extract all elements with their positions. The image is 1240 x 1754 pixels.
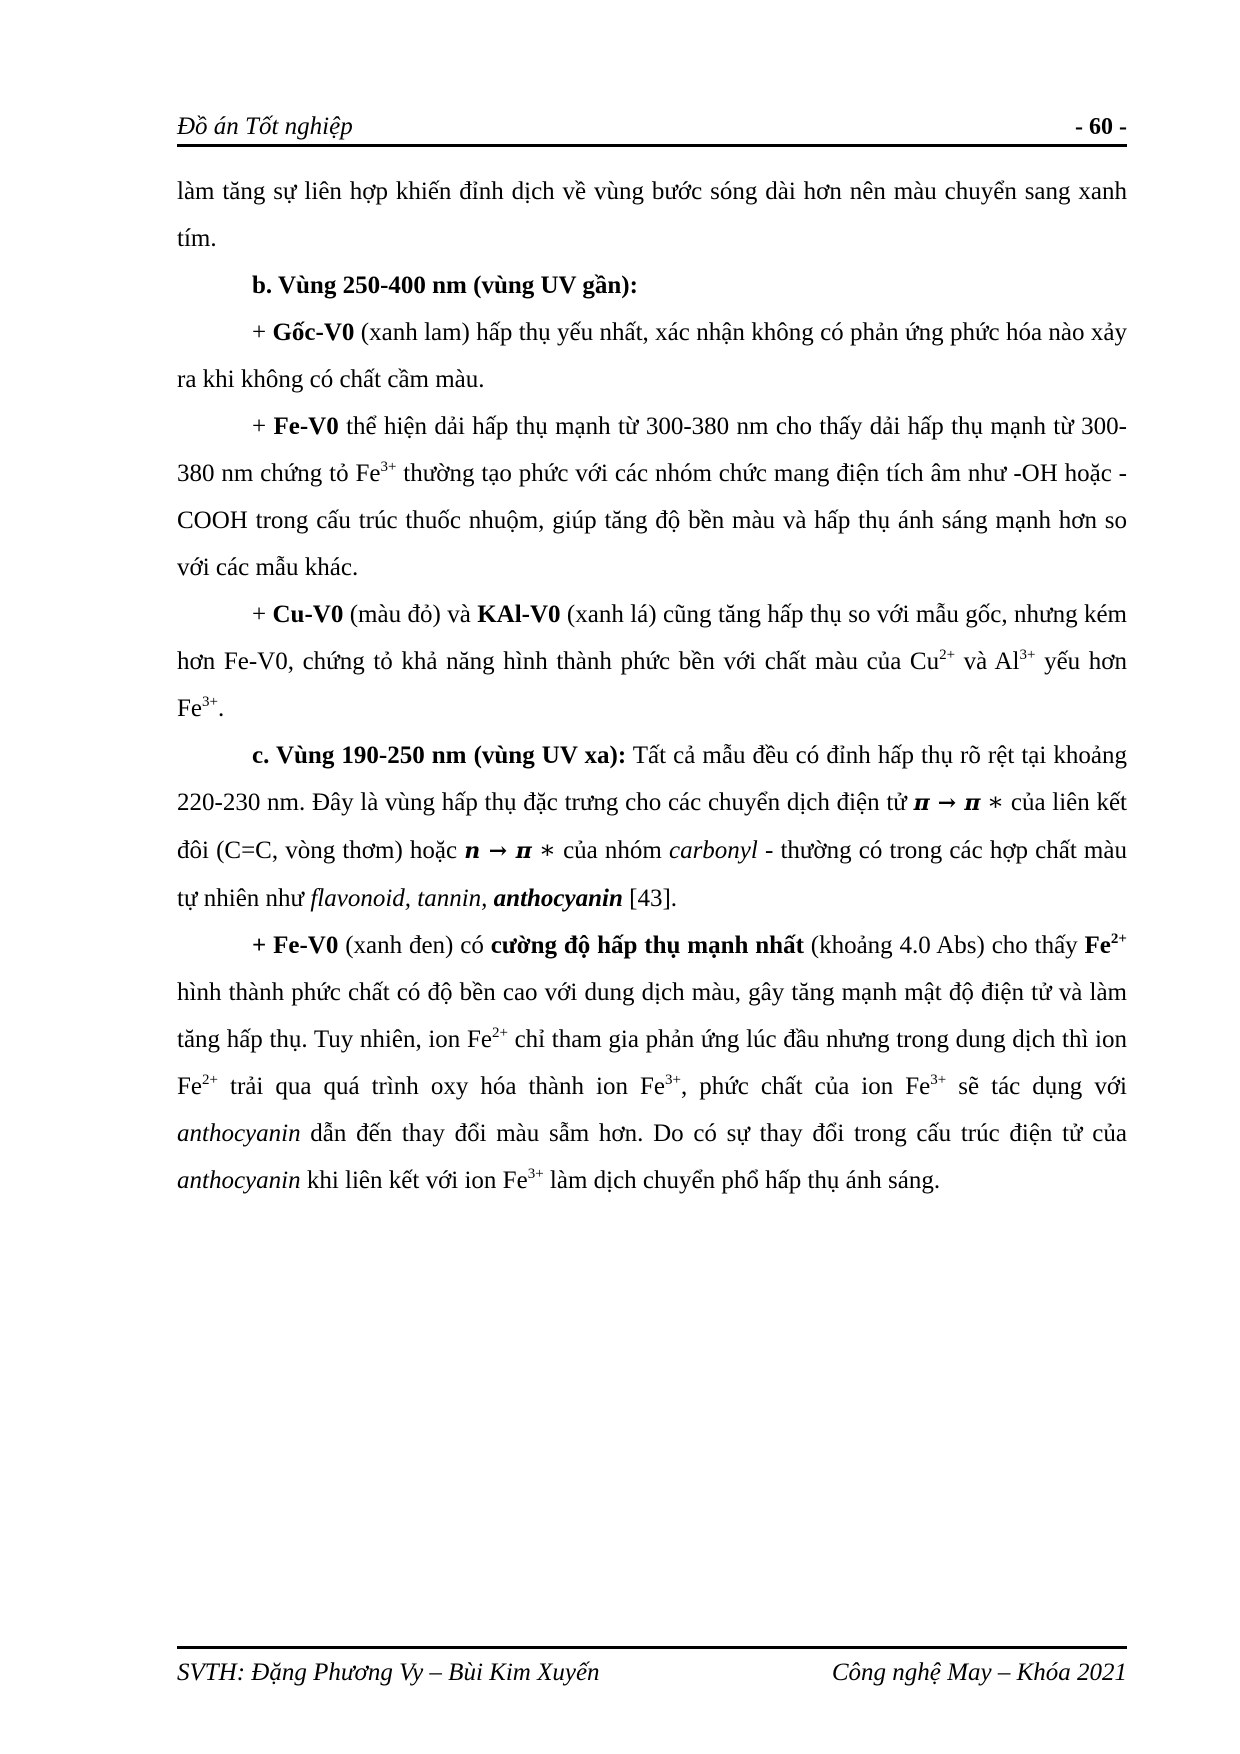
- term-cu-v0: Cu-V0: [272, 601, 344, 628]
- term-fe-v0: Fe-V0: [273, 413, 339, 440]
- page-number: - 60 -: [1075, 114, 1127, 140]
- document-body: [177, 168, 1127, 1204]
- heading-b: [177, 262, 1127, 309]
- header-title: Đồ án Tốt nghiệp: [177, 113, 353, 140]
- page-footer: [177, 1646, 1127, 1699]
- term-goc-v0: Gốc-V0: [272, 319, 355, 346]
- paragraph-fe-v0: + Fe-V0 thể hiện dải hấp thụ mạnh từ 300-380 nm cho thấy dải hấp thụ mạnh từ 300-380 nm chứng tỏ $Fe^{3+}$ thường tạo phức với các nhóm chức mang điện tích âm như -OH hoặc -COOH trong cấu trúc thuốc nhuộm, giúp tăng độ bền màu và hấp thụ ánh sáng mạnh hơn so với các mẫu khác.: [177, 413, 1127, 581]
- paragraph-goc-v0: + Gốc-V0 (xanh lam) hấp thụ yếu nhất, xác nhận không có phản ứng phức hóa nào xảy ra khi không có chất cầm màu.: [177, 319, 1127, 393]
- n-pi-symbol: n → π: [464, 838, 532, 864]
- paragraph-uv-far: c. Vùng 190-250 nm (vùng UV xa): Tất cả mẫu đều có đỉnh hấp thụ rõ rệt tại khoảng 220-230 nm. Đây là vùng hấp thụ đặc trưng cho các chuyển dịch điện tử π → π ∗ của liên kết đôi (C=C, vòng thơm) hoặc n → π ∗ của nhóm carbonyl - thường có trong các hợp chất màu tự nhiên như flavonoid, tannin, anthocyanin [43].: [177, 742, 1127, 912]
- footer-program: Công nghệ May – Khóa 2021: [831, 1659, 1127, 1686]
- paragraph-continuation: làm tăng sự liên hợp khiến đỉnh dịch về vùng bước sóng dài hơn nên màu chuyển sang xanh tím.: [177, 178, 1127, 252]
- heading-b-text: b. Vùng 250-400 nm (vùng UV gần):: [252, 272, 638, 299]
- page-header: [177, 108, 1127, 147]
- paragraph-fe-strongest: + Fe-V0 (xanh đen) có cường độ hấp thụ mạnh nhất (khoảng 4.0 Abs) cho thấy $Fe^{2+}$ hình thành phức chất có độ bền cao với dung dịch màu, gây tăng mạnh mật độ điện tử và làm tăng hấp thụ. Tuy nhiên, ion $Fe^{2+}$ chỉ tham gia phản ứng lúc đầu nhưng trong dung dịch thì ion $Fe^{2+}$ trải qua quá trình oxy hóa thành ion $Fe^{3+}$, phức chất của ion $Fe^{3+}$ sẽ tác dụng với anthocyanin dẫn đến thay đổi màu sẫm hơn. Do có sự thay đổi trong cấu trúc điện tử của anthocyanin khi liên kết với ion $Fe^{3+}$ làm dịch chuyển phổ hấp thụ ánh sáng.: [177, 931, 1127, 1194]
- paragraph-cu-kal: + Cu-V0 (màu đỏ) và KAl-V0 (xanh lá) cũng tăng hấp thụ so với mẫu gốc, nhưng kém hơn Fe-V0, chứng tỏ khả năng hình thành phức bền với chất màu của $Cu^{2+}$ và $Al^{3+}$ yếu hơn $Fe^{3+}$.: [177, 601, 1128, 722]
- term-kal-v0: KAl-V0: [477, 601, 561, 628]
- pi-pi-symbol: π → π: [913, 790, 981, 816]
- heading-c: c. Vùng 190-250 nm (vùng UV xa):: [252, 742, 627, 769]
- footer-authors: SVTH: Đặng Phương Vy – Bùi Kim Xuyến: [177, 1659, 600, 1686]
